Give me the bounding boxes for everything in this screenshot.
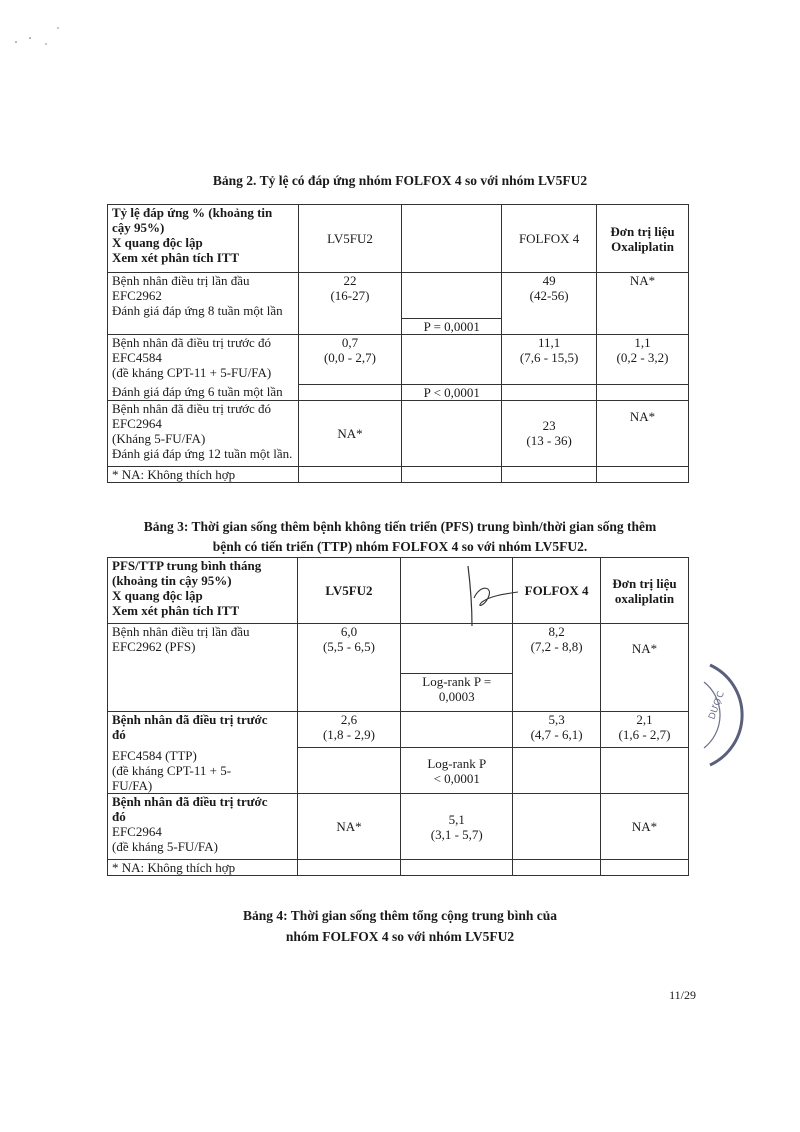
table3-row3-empty <box>513 794 601 860</box>
table4-caption-line1: Bảng 4: Thời gian sống thêm tổng cộng trung bình của <box>242 908 558 923</box>
table2-header-lv5fu2: LV5FU2 <box>298 205 402 273</box>
table2-row1-lv5fu2: 22 (16-27) <box>298 273 402 319</box>
table3-spacer <box>108 674 298 712</box>
table3-row3-folfox: 5,1 (3,1 - 5,7) <box>401 794 513 860</box>
table2-footnote: * NA: Không thích hợp <box>108 466 299 482</box>
table3-spacer <box>601 674 689 712</box>
table2-spacer <box>597 318 689 334</box>
table3-spacer <box>513 674 601 712</box>
table3-row3-oxaliplatin: NA* <box>601 794 689 860</box>
table3-spacer <box>513 860 601 876</box>
table3-spacer <box>601 748 689 794</box>
table2-caption: Bảng 2. Tỷ lệ có đáp ứng nhóm FOLFOX 4 so với nhóm LV5FU2 <box>212 173 588 188</box>
table2-header-empty <box>402 205 502 273</box>
table2-row3-empty <box>402 400 502 466</box>
table3-header-lv5fu2: LV5FU2 <box>297 558 401 624</box>
table3-spacer <box>401 860 513 876</box>
table3-row1-label: Bệnh nhân điều trị lần đầu EFC2962 (PFS) <box>108 624 298 674</box>
table2-spacer <box>597 384 689 400</box>
table2-header-label: Tỷ lệ đáp ứng % (khoảng tin cậy 95%) X quang độc lập Xem xét phân tích ITT <box>108 205 299 273</box>
table2-header-oxaliplatin: Đơn trị liệu Oxaliplatin <box>597 205 689 273</box>
table3-row2-folfox: 5,3 (4,7 - 6,1) <box>513 712 601 748</box>
table2-p-value-1: P = 0,0001 <box>402 318 502 334</box>
table3-row2-lv5fu2: 2,6 (1,8 - 2,9) <box>297 712 401 748</box>
table2-spacer <box>502 384 597 400</box>
table2-row2-folfox: 11,1 (7,6 - 15,5) <box>502 334 597 384</box>
table3-p-value-2: Log-rank P < 0,0001 <box>401 748 513 794</box>
table2-row2-label-last: Đánh giá đáp ứng 6 tuần một lần <box>108 384 299 400</box>
table2-p-value-2: P < 0,0001 <box>402 384 502 400</box>
table2-spacer <box>402 466 502 482</box>
table3-row1-lv5fu2: 6,0 (5,5 - 6,5) <box>297 624 401 674</box>
table2-row3-folfox: 23 (13 - 36) <box>502 400 597 466</box>
handwritten-signature-mark <box>460 562 540 632</box>
table3-spacer <box>513 748 601 794</box>
table2-spacer <box>502 466 597 482</box>
table3-row1-folfox: 8,2 (7,2 - 8,8) <box>513 624 601 674</box>
table3-header-label: PFS/TTP trung bình tháng (khoảng tin cậy 95%) X quang độc lập Xem xét phân tích ITT <box>108 558 298 624</box>
table2-row2-lv5fu2: 0,7 (0,0 - 2,7) <box>298 334 402 384</box>
table2-row3-oxaliplatin: NA* <box>597 400 689 466</box>
table2-row2-oxaliplatin: 1,1 (0,2 - 3,2) <box>597 334 689 384</box>
table3-p-value-1: Log-rank P = 0,0003 <box>401 674 513 712</box>
table3-footnote: * NA: Không thích hợp <box>108 860 298 876</box>
table2-row1-empty <box>402 273 502 319</box>
table2-row3-lv5fu2: NA* <box>298 400 402 466</box>
table2-row2-empty <box>402 334 502 384</box>
table2-spacer <box>298 384 402 400</box>
table2-spacer <box>298 466 402 482</box>
table2-row2-label: Bệnh nhân đã điều trị trước đó EFC4584 (đề kháng CPT-11 + 5-FU/FA) <box>108 334 299 384</box>
table3-row2-label-body: EFC4584 (TTP) (đề kháng CPT-11 + 5- FU/FA) <box>108 748 298 794</box>
table3-header-oxaliplatin: Đơn trị liệu oxaliplatin <box>601 558 689 624</box>
table2-spacer <box>298 318 402 334</box>
table3-caption-line1: Bảng 3: Thời gian sống thêm bệnh không tiến triển (PFS) trung bình/thời gian sống thêm <box>143 519 657 534</box>
table3-spacer <box>297 748 401 794</box>
table2-row3-label: Bệnh nhân đã điều trị trước đó EFC2964 (Kháng 5-FU/FA) Đánh giá đáp ứng 12 tuần một lần. <box>108 400 299 466</box>
table3-header-folfox: FOLFOX 4 <box>513 558 601 624</box>
table3-spacer <box>297 860 401 876</box>
table2-row1-folfox: 49 (42-56) <box>502 273 597 319</box>
table2-spacer <box>597 466 689 482</box>
table4-caption-line2: nhóm FOLFOX 4 so với nhóm LV5FU2 <box>285 929 515 944</box>
table2-spacer <box>502 318 597 334</box>
table3-row2-label-head: Bệnh nhân đã điều trị trước đó <box>108 712 298 748</box>
table2-spacer <box>108 318 299 334</box>
table2-row1-label: Bệnh nhân điều trị lần đầu EFC2962 Đánh giá đáp ứng 8 tuần một lần <box>108 273 299 319</box>
scan-speckles <box>10 20 70 50</box>
table3-spacer <box>601 860 689 876</box>
table2-header-folfox: FOLFOX 4 <box>502 205 597 273</box>
table3-row1-oxaliplatin: NA* <box>601 624 689 674</box>
table3-caption-line2: bệnh có tiến triển (TTP) nhóm FOLFOX 4 so với nhóm LV5FU2. <box>212 539 588 554</box>
table3-row2-oxaliplatin: 2,1 (1,6 - 2,7) <box>601 712 689 748</box>
table2-row1-oxaliplatin: NA* <box>597 273 689 319</box>
svg-text:DƯỢC: DƯỢC <box>707 690 727 722</box>
page-number: 11/29 <box>669 988 696 1002</box>
table3-row3-lv5fu2: NA* <box>297 794 401 860</box>
table3-spacer <box>297 674 401 712</box>
table3 <box>107 557 689 876</box>
table3-row3-label: Bệnh nhân đã điều trị trước đó EFC2964 (đề kháng 5-FU/FA) <box>108 794 298 860</box>
table3-row2-empty <box>401 712 513 748</box>
table2 <box>107 204 689 483</box>
stamp-seal-partial <box>700 660 760 770</box>
